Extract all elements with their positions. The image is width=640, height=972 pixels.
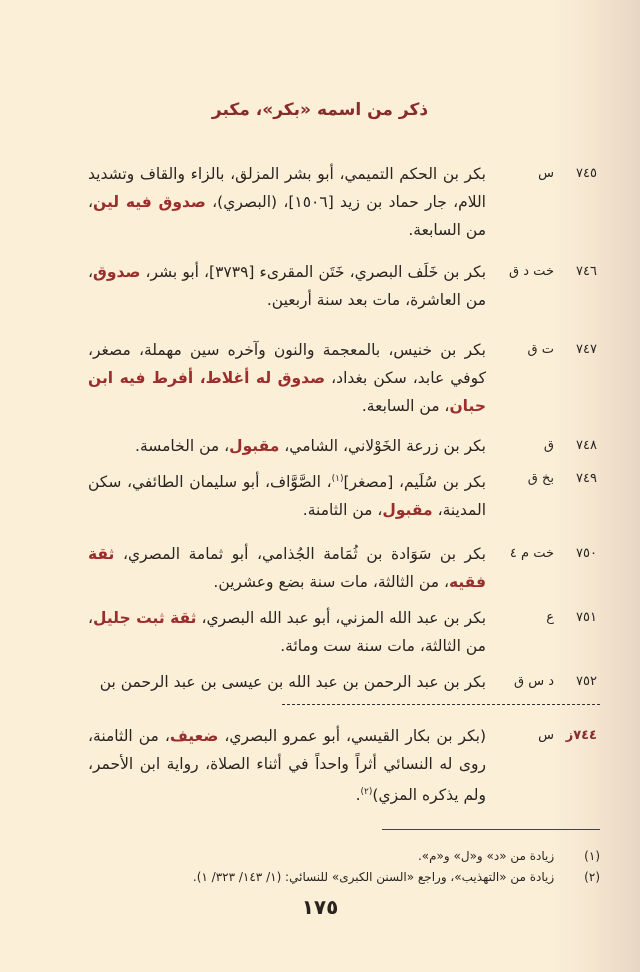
grading: ضعيف bbox=[169, 727, 219, 745]
grading: ثقة ثبت جليل bbox=[93, 609, 197, 627]
footnote-number: (١) bbox=[584, 849, 600, 863]
entry-symbols: س bbox=[538, 728, 554, 743]
entry-746 bbox=[88, 258, 638, 314]
entry-symbols: ع bbox=[546, 610, 554, 625]
entry-748 bbox=[88, 432, 638, 460]
entry-text: بكر بن الحكم التميمي، أبو بشر المزلق، بالزاء والقاف وتشديد اللام، جار حماد بن زيد [١٥٠٦]، (البصري)، صدوق فيه لين، من السابعة. bbox=[88, 165, 486, 239]
entry-number: ٧٥٢ bbox=[576, 674, 597, 689]
entry-number: ٧٤٨ bbox=[576, 438, 597, 453]
grading: صدوق له أغلاط، أفرط فيه ابن حبان bbox=[88, 369, 486, 415]
grading: مقبول bbox=[229, 437, 280, 455]
entry-751 bbox=[88, 604, 638, 660]
dashed-separator bbox=[282, 704, 600, 705]
entry-symbols: خت د ق bbox=[509, 264, 554, 279]
entry-744-addition bbox=[88, 722, 638, 809]
entry-symbols: س bbox=[538, 166, 554, 181]
entry-number: ٧٥١ bbox=[576, 610, 597, 625]
entry-symbols: خت م ٤ bbox=[509, 546, 554, 561]
footnote-ref-2[interactable]: (٢) bbox=[360, 787, 373, 797]
footnote-ref-1[interactable]: (١) bbox=[331, 474, 344, 484]
entry-number: ٧٤٤ز bbox=[565, 728, 597, 743]
entry-number: ٧٤٥ bbox=[576, 166, 597, 181]
entry-symbols: ت ق bbox=[527, 342, 554, 357]
grading: ثقة فقيه bbox=[88, 545, 486, 591]
entry-750 bbox=[88, 540, 638, 596]
page-number: ١٧٥ bbox=[301, 895, 339, 919]
footnote-text: زيادة من «التهذيب»، وراجع «السنن الكبرى» للنسائي: (١/ ١٤٣/ ٣٢٣/ ١). bbox=[192, 870, 555, 884]
grading: مقبول bbox=[382, 501, 433, 520]
footnote-1 bbox=[40, 846, 600, 866]
grading: صدوق فيه لين bbox=[93, 193, 206, 211]
section-heading: ذكر من اسمه «بكر»، مكبر bbox=[211, 100, 429, 120]
footnote-text: زيادة من «د» و«ل» و«م». bbox=[417, 849, 555, 863]
entry-number: ٧٤٦ bbox=[576, 264, 597, 279]
entry-745 bbox=[88, 160, 638, 244]
entry-number: ٧٥٠ bbox=[576, 546, 597, 561]
entry-text: بكر بن سُلَيم، [مصغر]$^{(١)}$، الصَّوَّاف، أبو سليمان الطائفي، سكن المدينة، مقبول، من الثامنة. bbox=[88, 473, 486, 520]
entry-text: بكر بن عبد الرحمن بن عبد الله بن عيسى بن عبد الرحمن بن bbox=[99, 673, 486, 691]
footnote-number: (٢) bbox=[584, 870, 600, 884]
entry-symbols: د س ق bbox=[513, 674, 554, 689]
entry-number: ٧٤٩ bbox=[576, 471, 597, 486]
entry-text: بكر بن عبد الله المزني، أبو عبد الله البصري، ثقة ثبت جليل، من الثالثة، مات سنة ست ومائة. bbox=[88, 609, 487, 655]
entry-text: بكر بن خَلَف البصري، خَتَن المقرىء [٣٧٣٩]، أبو بشر، صدوق، من العاشرة، مات بعد سنة أربعين. bbox=[88, 263, 487, 309]
entry-text: بكر بن خنيس، بالمعجمة والنون وآخره سين مهملة، مصغر، كوفي عابد، سكن بغداد، صدوق له أغلاط، أفرط فيه ابن حبان، من السابعة. bbox=[88, 341, 486, 415]
footnote-2 bbox=[40, 867, 600, 887]
entry-number: ٧٤٧ bbox=[576, 342, 597, 357]
entry-symbols: بخ ق bbox=[527, 471, 554, 486]
entry-text: بكر بن سَوَادة بن ثُمَامة الجُذامي، أبو ثمامة المصري، ثقة فقيه، من الثالثة، مات سنة بضع وعشرين. bbox=[88, 545, 486, 591]
entry-symbols: ق bbox=[543, 438, 554, 453]
entry-749 bbox=[88, 465, 638, 524]
grading: صدوق bbox=[93, 263, 141, 281]
entry-752 bbox=[88, 668, 638, 696]
entry-text: (بكر بن بكار القيسي، أبو عمرو البصري، ضعيف، من الثامنة، روى له النسائي أثراً واحداً في أثناء الصلاة، رواية ابن الأحمر، ولم يذكره المزي)$^{(٢)}$. bbox=[88, 727, 486, 805]
entry-text: بكر بن زرعة الخَوْلاني، الشامي، مقبول، من الخامسة. bbox=[135, 437, 486, 455]
entry-747 bbox=[88, 336, 638, 420]
footnote-rule bbox=[382, 829, 600, 830]
